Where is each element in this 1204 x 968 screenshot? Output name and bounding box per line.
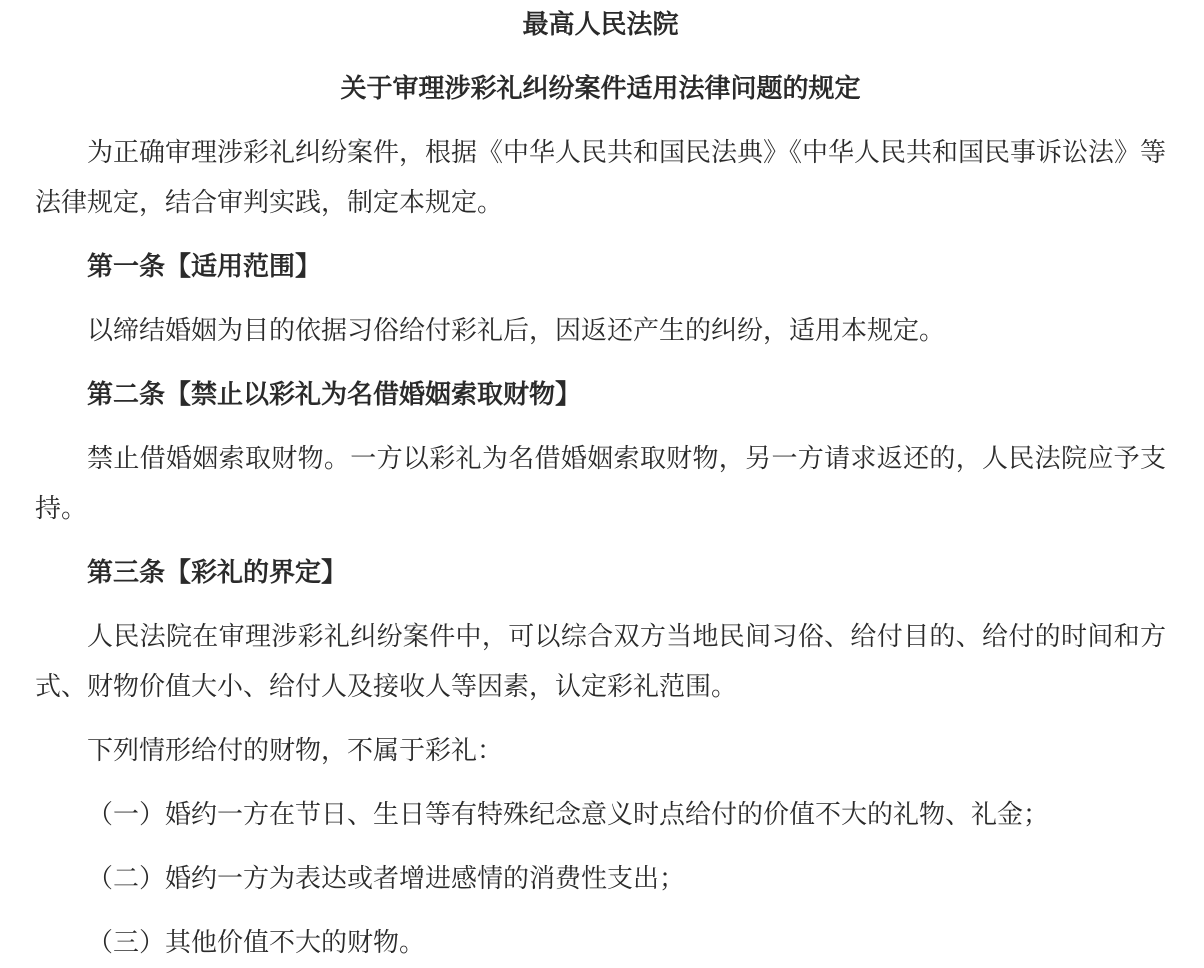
article-3-list-intro: 下列情形给付的财物，不属于彩礼： bbox=[87, 736, 504, 765]
article-3-list-item-1: （一）婚约一方在节日、生日等有特殊纪念意义时点给付的价值不大的礼物、礼金； bbox=[87, 800, 1050, 829]
article-2-body: 禁止借婚姻索取财物。一方以彩礼为名借婚姻索取财物，另一方请求返还的，人民法院应予支持。 bbox=[35, 444, 1166, 523]
article-3-heading: 第三条【彩礼的界定】 bbox=[87, 558, 348, 587]
preamble-paragraph: 为正确审理涉彩礼纠纷案件，根据《中华人民共和国民法典》《中华人民共和国民事诉讼法》等法律规定，结合审判实践，制定本规定。 bbox=[35, 138, 1167, 217]
document-title: 最高人民法院 bbox=[522, 10, 679, 39]
article-3-body: 人民法院在审理涉彩礼纠纷案件中，可以综合双方当地民间习俗、给付目的、给付的时间和方式、财物价值大小、给付人及接收人等因素，认定彩礼范围。 bbox=[35, 622, 1166, 701]
article-1-heading: 第一条【适用范围】 bbox=[87, 252, 322, 281]
document-subtitle: 关于审理涉彩礼纠纷案件适用法律问题的规定 bbox=[340, 74, 861, 103]
article-2-heading: 第二条【禁止以彩礼为名借婚姻索取财物】 bbox=[87, 380, 582, 409]
article-3-list-item-3: （三）其他价值不大的财物。 bbox=[87, 928, 426, 957]
article-3-list-item-2: （二）婚约一方为表达或者增进感情的消费性支出； bbox=[87, 864, 686, 893]
article-1-body: 以缔结婚姻为目的依据习俗给付彩礼后，因返还产生的纠纷，适用本规定。 bbox=[87, 316, 946, 345]
